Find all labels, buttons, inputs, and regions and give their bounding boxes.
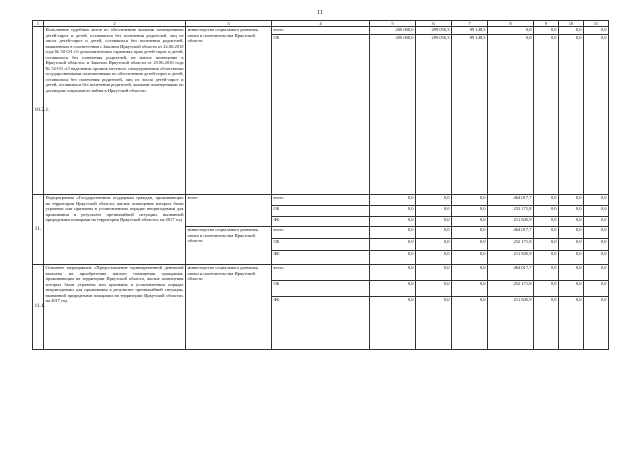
value-cell: 0,0: [370, 251, 416, 265]
value-cell: 0,0: [559, 217, 584, 227]
budget-table: [32, 20, 609, 350]
funding-source: всего: [272, 27, 370, 35]
funding-source: всего: [272, 227, 370, 239]
value-cell: 0,0: [452, 239, 488, 251]
funding-source: всего: [272, 265, 370, 281]
value-cell: 0,0: [370, 206, 416, 217]
value-cell: 0,0: [559, 206, 584, 217]
value-cell: 0,0: [452, 251, 488, 265]
row-executor: министерство социального развития, опеки и попечительства Иркутской области: [186, 227, 272, 265]
value-cell: 0,0: [452, 206, 488, 217]
value-cell: 0,0: [534, 217, 559, 227]
table-row: [33, 195, 609, 206]
value-cell: 0,0: [416, 227, 452, 239]
funding-source: всего: [272, 195, 370, 206]
funding-source: ОБ: [272, 239, 370, 251]
row-executor: всего: [186, 195, 272, 227]
value-cell: 0,0: [416, 239, 452, 251]
value-cell: 0,0: [416, 297, 452, 307]
value-cell: 211 845,9: [488, 217, 534, 227]
value-cell: 0,0: [370, 265, 416, 281]
value-cell: 0,0: [584, 217, 609, 227]
value-cell: 0,0: [534, 251, 559, 265]
column-number: 10: [559, 21, 584, 27]
column-number: 4: [272, 21, 370, 27]
row-code: 11.1.: [33, 265, 44, 350]
value-cell: 0,0: [534, 239, 559, 251]
row-code: 11.: [33, 195, 44, 265]
row-executor: министерство социального развития, опеки и попечительства Иркутской области: [186, 27, 272, 195]
column-number: 11: [584, 21, 609, 27]
value-cell: 0,0: [534, 297, 559, 307]
value-cell: 0,0: [452, 265, 488, 281]
value-cell: 0,0: [584, 27, 609, 35]
value-cell: 0,0: [534, 227, 559, 239]
funding-source: ФБ: [272, 297, 370, 307]
value-cell: 0,0: [559, 27, 584, 35]
value-cell: 0,0: [559, 227, 584, 239]
value-cell: 0,0: [452, 217, 488, 227]
value-cell: 200 000,0: [370, 35, 416, 43]
funding-source: ФБ: [272, 217, 370, 227]
funding-source: ОБ: [272, 281, 370, 297]
value-cell: 0,0: [370, 281, 416, 297]
value-cell: 0,0: [534, 35, 559, 43]
table-row: [33, 27, 609, 35]
value-cell: 464 017,7: [488, 227, 534, 239]
column-number: 3: [186, 21, 272, 27]
value-cell: 252 171,8: [488, 281, 534, 297]
value-cell: 0,0: [416, 195, 452, 206]
value-cell: 0,0: [534, 206, 559, 217]
column-number: 7: [452, 21, 488, 27]
value-cell: 0,0: [488, 27, 534, 35]
value-cell: 0,0: [534, 27, 559, 35]
value-cell: 0,0: [370, 195, 416, 206]
value-cell: 0,0: [370, 217, 416, 227]
value-cell: 0,0: [584, 206, 609, 217]
value-cell: 0,0: [559, 195, 584, 206]
value-cell: 211 845,9: [488, 251, 534, 265]
value-cell: 89 148,3: [452, 27, 488, 35]
value-cell: 0,0: [416, 251, 452, 265]
value-cell: 0,0: [584, 297, 609, 307]
row-executor: министерство социального развития, опеки и попечительства Иркутской области: [186, 265, 272, 350]
value-cell: 0,0: [416, 206, 452, 217]
value-cell: 0,0: [452, 281, 488, 297]
value-cell: 0,0: [370, 239, 416, 251]
value-cell: 0,0: [584, 35, 609, 43]
value-cell: 200 000,0: [370, 27, 416, 35]
value-cell: 464 017,7: [488, 265, 534, 281]
value-cell: 0,0: [452, 195, 488, 206]
table-row: [33, 265, 609, 281]
value-cell: 0,0: [452, 297, 488, 307]
value-cell: 0,0: [559, 239, 584, 251]
page-number: 11: [316, 9, 324, 16]
value-cell: 0,0: [559, 265, 584, 281]
value-cell: 0,0: [488, 35, 534, 43]
value-cell: 0,0: [559, 35, 584, 43]
value-cell: 211 845,9: [488, 297, 534, 307]
value-cell: 299 056,3: [416, 27, 452, 35]
value-cell: 0,0: [416, 265, 452, 281]
value-cell: 299 056,3: [416, 35, 452, 43]
value-cell: 0,0: [584, 281, 609, 297]
column-number: 6: [416, 21, 452, 27]
value-cell: 0,0: [370, 297, 416, 307]
column-number: 2: [44, 21, 186, 27]
column-number: 9: [534, 21, 559, 27]
value-cell: 0,0: [584, 265, 609, 281]
value-cell: 0,0: [584, 251, 609, 265]
column-number: 1: [33, 21, 44, 27]
row-description: Подпрограмма «Государственная поддержка граждан, проживающих на территории Иркутской области, жилые помещения которых были утрачены или признаны в установленном порядке непригодными для проживания в результате чрезвычайной ситуации, вызванной природными пожарами на территории Иркутской области» на 2017 год: [44, 195, 186, 265]
value-cell: 89 148,3: [452, 35, 488, 43]
value-cell: 464 017,7: [488, 195, 534, 206]
value-cell: 252 171,8: [488, 206, 534, 217]
value-cell: 0,0: [534, 281, 559, 297]
column-number: 8: [488, 21, 534, 27]
value-cell: 0,0: [584, 227, 609, 239]
value-cell: 0,0: [559, 281, 584, 297]
value-cell: 0,0: [584, 239, 609, 251]
value-cell: 0,0: [452, 227, 488, 239]
value-cell: 252 171,8: [488, 239, 534, 251]
value-cell: 0,0: [534, 265, 559, 281]
value-cell: 0,0: [416, 217, 452, 227]
value-cell: 0,0: [370, 227, 416, 239]
funding-source: ФБ: [272, 251, 370, 265]
row-description: Исполнение судебных актов по обеспечению жилыми помещениями детей-сирот и детей, оставшихся без попечения родителей, лиц из числа детей-сирот и детей, оставшихся без попечения родителей, выявленных в соответствии с Законом Иркутской области от 22.06.2010 года № 50-ОЗ «О дополнительных гарантиях прав детей-сирот и детей, оставшихся без попечения родителей, на жилое помещение в Иркутской области» и Законом Иркутской области от 29.06.2010 года № 52-ОЗ «О наделении органов местного самоуправления областными государственными полномочиями по обеспечению детей-сирот и детей, оставшихся без попечения родителей, лиц из числа детей-сирот и детей, оставшихся без попечения родителей, жилыми помещениями по договорам социального найма в Иркутской области»: [44, 27, 186, 195]
value-cell: 0,0: [534, 195, 559, 206]
funding-source: ОБ: [272, 35, 370, 43]
column-number: 5: [370, 21, 416, 27]
row-description: Основное мероприятие «Предоставление единовременной денежной выплаты на приобретение жилого помещения гражданам, проживающим на территории Иркутской области, жилые помещения которых были утрачены или признаны в установленном порядке непригодными для проживания в результате чрезвычайной ситуации, вызванной природными пожарами на территории Иркутской области» на 2017 год: [44, 265, 186, 350]
row-code: 10.2.1.: [33, 27, 44, 195]
value-cell: 0,0: [584, 195, 609, 206]
value-cell: 0,0: [559, 297, 584, 307]
funding-source: ОБ: [272, 206, 370, 217]
value-cell: 0,0: [416, 281, 452, 297]
value-cell: 0,0: [559, 251, 584, 265]
